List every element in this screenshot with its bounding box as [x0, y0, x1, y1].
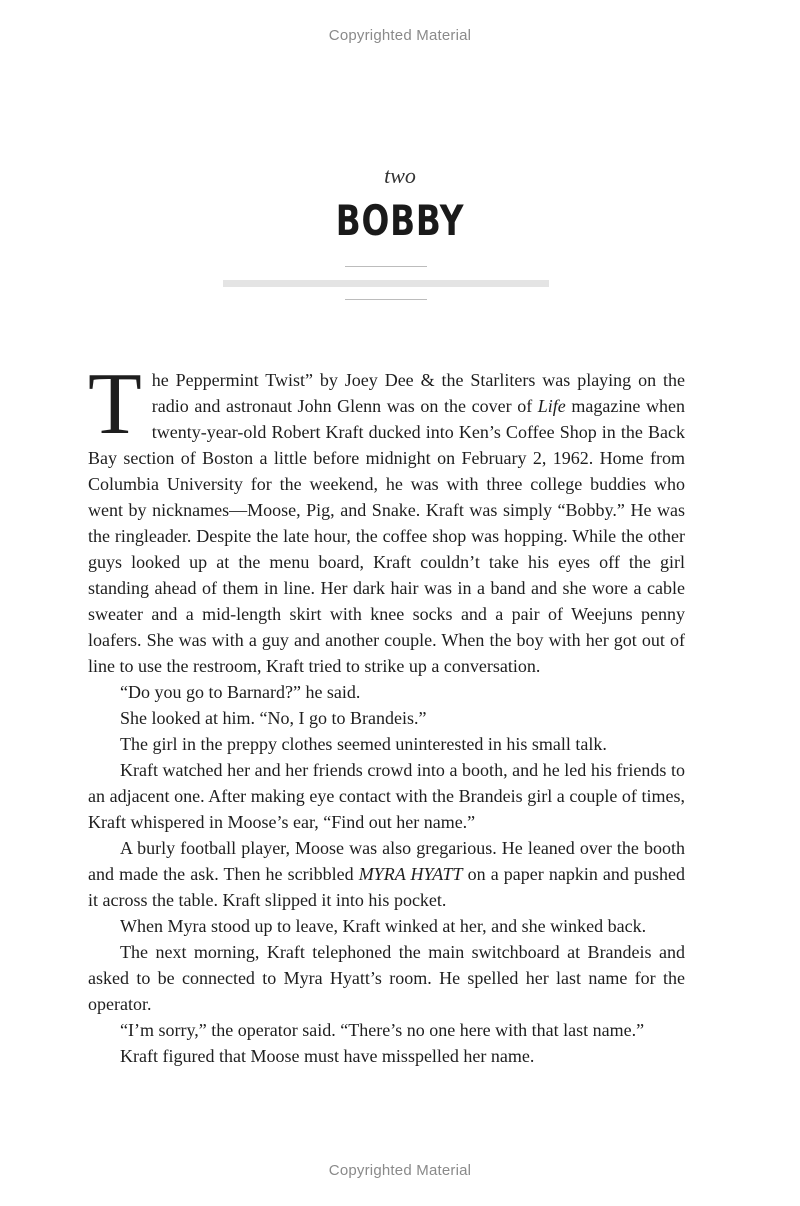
text-segment: When Myra stood up to leave, Kraft winked at her, and she winked back.: [120, 916, 647, 936]
text-segment: A burly football player, Moose was also gregarious. He leaned over the booth and made the ask. Then he scribbled: [88, 838, 685, 884]
chapter-body: [88, 356, 685, 1069]
text-segment: magazine when twenty-year-old Robert Kraft ducked into Ken’s Coffee Shop in the Back Bay section of Boston a little before midnight on February 2, 1962. Home from Columbia University for the weekend, he was with three college buddies who went by nicknames—Moose, Pig, and Snake. Kraft was simply “Bobby.” He was the ringleader. Despite the late hour, the coffee shop was hopping. While the other guys looked up at the menu board, Kraft couldn’t take his eyes off the girl standing ahead of them in line. Her dark hair was in a band and she wore a cable sweater and a mid-length skirt with knee socks and a pair of Weejuns penny loafers. She was with a guy and another couple. When the boy with her got out of line to use the restroom, Kraft tried to strike up a conversation.: [88, 396, 685, 676]
italic-text: MYRA HYATT: [358, 864, 463, 884]
divider-thin-top: [345, 266, 427, 267]
body-paragraph: [88, 705, 685, 731]
body-paragraph: [88, 1043, 685, 1069]
chapter-number: two: [384, 163, 416, 188]
divider-thin-bottom: [345, 299, 427, 300]
text-segment: “Do you go to Barnard?” he said.: [120, 682, 361, 702]
text-segment: on a paper napkin and pushed it across the table. Kraft slipped it into his pocket.: [88, 864, 685, 910]
italic-text: Life: [537, 396, 566, 416]
text-segment: The next morning, Kraft telephoned the main switchboard at Brandeis and asked to be connected to Myra Hyatt’s room. He spelled her last name for the operator.: [88, 942, 685, 1014]
text-segment: She looked at him. “No, I go to Brandeis.”: [120, 708, 427, 728]
body-paragraph: [88, 757, 685, 835]
body-paragraph: [88, 835, 685, 913]
text-segment: “I’m sorry,” the operator said. “There’s no one here with that last name.”: [120, 1020, 645, 1040]
body-paragraph: [88, 939, 685, 1017]
text-segment: he Peppermint Twist” by Joey Dee & the Starliters was playing on the radio and astronaut John Glenn was on the cover of: [151, 370, 685, 416]
text-segment: The girl in the preppy clothes seemed uninterested in his small talk.: [120, 734, 607, 754]
text-segment: Kraft figured that Moose must have misspelled her name.: [120, 1046, 535, 1066]
drop-cap: T: [88, 356, 142, 453]
copyright-watermark-top: Copyrighted Material: [328, 27, 472, 44]
body-paragraph: [88, 1017, 685, 1043]
chapter-title: BOBBY: [335, 196, 465, 245]
body-paragraph: [88, 679, 685, 705]
opening-paragraph: [88, 356, 685, 679]
divider-thick: [223, 280, 549, 287]
body-paragraph: [88, 731, 685, 757]
copyright-watermark-bottom: Copyrighted Material: [328, 1162, 472, 1179]
body-paragraph: [88, 913, 685, 939]
text-segment: Kraft watched her and her friends crowd into a booth, and he led his friends to an adjacent one. After making eye contact with the Brandeis girl a couple of times, Kraft whispered in Moose’s ear, “Find out her name.”: [88, 760, 685, 832]
